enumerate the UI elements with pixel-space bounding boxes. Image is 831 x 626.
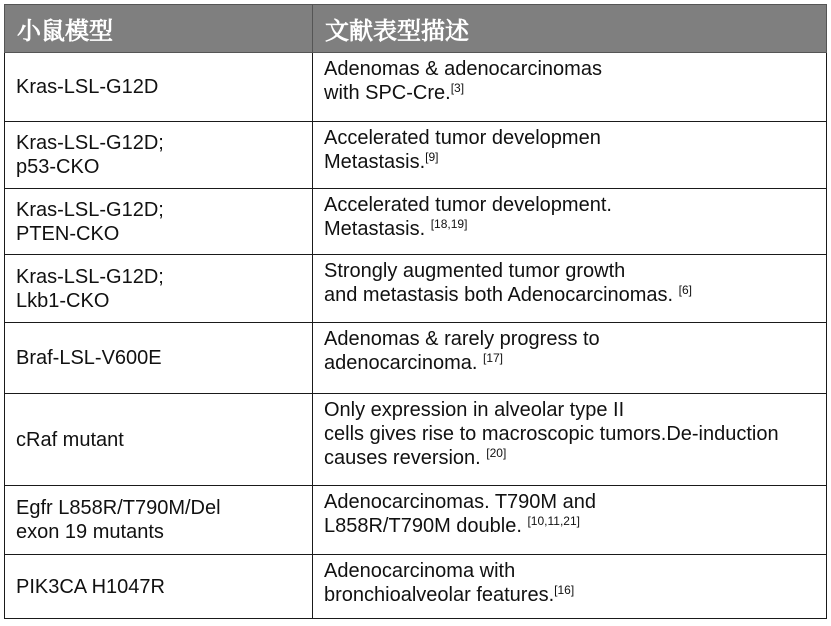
- phenotype-description-line: [324, 217, 822, 241]
- table-row: [5, 394, 827, 486]
- description-text: and metastasis both Adenocarcinomas.: [324, 284, 679, 306]
- reference-citation: [10,11,21]: [527, 514, 580, 528]
- phenotype-description-cell: [313, 122, 827, 189]
- table-row: [5, 189, 827, 255]
- mouse-model-cell: [5, 255, 313, 323]
- phenotype-description-line: [324, 398, 822, 422]
- phenotype-description-line: [324, 351, 822, 375]
- phenotype-description-cell: [313, 555, 827, 619]
- reference-citation: [20]: [486, 446, 507, 460]
- mouse-model-line: Kras-LSL-G12D;: [16, 132, 164, 154]
- phenotype-description-line: [324, 446, 822, 470]
- mouse-model-line: Egfr L858R/T790M/Del: [16, 497, 221, 519]
- table-row: [5, 122, 827, 189]
- mouse-model-line: cRaf mutant: [16, 428, 124, 451]
- mouse-model-cell: [5, 189, 313, 255]
- phenotype-description-line: [324, 57, 822, 81]
- mouse-model-cell: [5, 323, 313, 394]
- phenotype-description-line: [324, 283, 822, 307]
- phenotype-description-line: [324, 193, 822, 217]
- mouse-model-cell: [5, 555, 313, 619]
- phenotype-description-line: [324, 559, 822, 583]
- mouse-model-line: exon 19 mutants: [16, 521, 164, 543]
- reference-citation: [9]: [425, 150, 439, 164]
- phenotype-description-cell: [313, 486, 827, 555]
- phenotype-description-line: [324, 126, 822, 150]
- mouse-model-line: PTEN-CKO: [16, 222, 120, 245]
- mouse-model-cell: [5, 122, 313, 189]
- description-text: causes reversion.: [324, 447, 487, 469]
- reference-citation: [3]: [450, 81, 465, 95]
- reference-citation: [16]: [554, 583, 575, 597]
- phenotype-description-line: [324, 490, 822, 514]
- phenotype-description-cell: [313, 189, 827, 255]
- description-text: Only expression in alveolar type II: [324, 399, 625, 421]
- reference-citation: [18,19]: [430, 217, 468, 231]
- description-text: Accelerated tumor development.: [324, 194, 612, 216]
- header-phenotype-description: 文献表型描述: [313, 5, 827, 53]
- mouse-model-cell: [5, 53, 313, 122]
- mouse-model-cell: [5, 394, 313, 486]
- phenotype-description-line: [324, 422, 822, 446]
- description-text: Adenomas & rarely progress to: [324, 328, 600, 350]
- header-mouse-model: 小鼠模型: [5, 5, 313, 53]
- phenotype-description-line: [324, 583, 822, 607]
- phenotype-description-line: [324, 259, 822, 283]
- description-text: with SPC-Cre.: [324, 82, 451, 104]
- description-text: Adenocarcinoma with: [324, 560, 516, 582]
- mouse-model-cell: [5, 486, 313, 555]
- phenotype-description-cell: [313, 255, 827, 323]
- mouse-model-line: Kras-LSL-G12D: [16, 76, 159, 98]
- mouse-model-line: Kras-LSL-G12D;: [16, 198, 164, 221]
- description-text: bronchioalveolar features.: [324, 584, 555, 606]
- description-text: Adenomas & adenocarcinomas: [324, 58, 602, 80]
- description-text: adenocarcinoma.: [324, 352, 483, 374]
- phenotype-description-cell: [313, 53, 827, 122]
- mouse-model-line: Lkb1-CKO: [16, 289, 110, 312]
- table-row: [5, 486, 827, 555]
- phenotype-description-line: [324, 150, 822, 174]
- table-header-row: [5, 5, 827, 53]
- mouse-model-line: Braf-LSL-V600E: [16, 347, 162, 369]
- phenotype-description-line: [324, 514, 822, 538]
- mouse-model-table: [4, 4, 827, 619]
- description-text: Adenocarcinomas. T790M and: [324, 491, 597, 513]
- mouse-model-line: p53-CKO: [16, 156, 100, 178]
- table-body: [5, 53, 827, 619]
- reference-citation: [17]: [482, 351, 503, 365]
- description-text: Metastasis.: [324, 218, 431, 240]
- table-row: [5, 323, 827, 394]
- description-text: L858R/T790M double.: [324, 515, 528, 537]
- phenotype-description-line: [324, 327, 822, 351]
- description-text: Strongly augmented tumor growth: [324, 260, 626, 282]
- table-row: [5, 53, 827, 122]
- mouse-model-line: Kras-LSL-G12D;: [16, 265, 164, 288]
- table-row: [5, 255, 827, 323]
- phenotype-description-line: [324, 81, 822, 105]
- phenotype-description-cell: [313, 394, 827, 486]
- description-text: Metastasis.: [324, 151, 426, 173]
- description-text: Accelerated tumor developmen: [324, 127, 601, 149]
- table-row: [5, 555, 827, 619]
- reference-citation: [6]: [678, 283, 692, 297]
- mouse-model-line: PIK3CA H1047R: [16, 575, 165, 598]
- phenotype-description-cell: [313, 323, 827, 394]
- description-text: cells gives rise to macroscopic tumors.De-induction: [324, 423, 779, 445]
- mouse-model-table-container: [4, 4, 826, 619]
